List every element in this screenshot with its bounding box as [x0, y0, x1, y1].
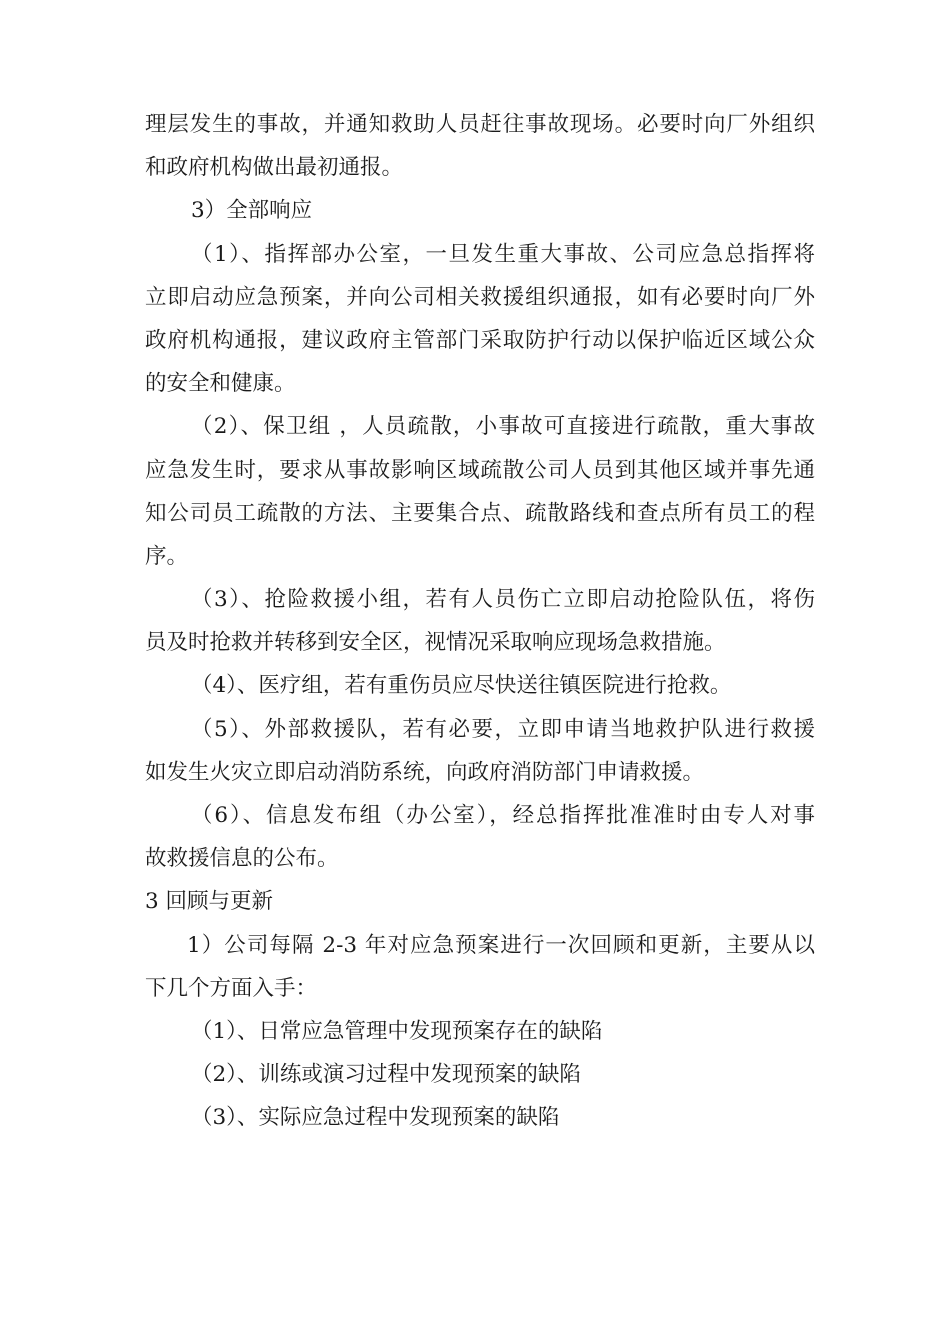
- paragraph-line: 政府机构通报，建议政府主管部门采取防护行动以保护临近区域公众: [145, 327, 815, 353]
- list-item-command-office: （1）、指挥部办公室，一旦发生重大事故、公司应急总指挥将: [191, 241, 815, 267]
- paragraph-line: 知公司员工疏散的方法、主要集合点、疏散路线和查点所有员工的程: [145, 500, 815, 526]
- list-item-external-rescue: （5）、外部救援队，若有必要，立即申请当地救护队进行救援: [191, 716, 815, 742]
- paragraph-line: 立即启动应急预案，并向公司相关救援组织通报，如有必要时向厂外: [145, 284, 815, 310]
- paragraph-line: 理层发生的事故，并通知救助人员赶往事故现场。必要时向厂外组织: [145, 112, 815, 137]
- section-heading: 3）全部响应: [191, 198, 313, 224]
- document-page: [145, 103, 815, 1140]
- list-item-defect-daily: （1）、日常应急管理中发现预案存在的缺陷: [191, 1018, 603, 1044]
- paragraph-line: 序。: [145, 543, 189, 569]
- list-item-security-team: （2）、保卫组 ，人员疏散，小事故可直接进行疏散，重大事故: [191, 414, 815, 440]
- paragraph-line: 故救援信息的公布。: [145, 846, 339, 872]
- paragraph-line: 和政府机构做出最初通报。: [145, 155, 404, 181]
- list-item-defect-actual: （3）、实际应急过程中发现预案的缺陷: [191, 1105, 560, 1131]
- list-item-defect-drill: （2）、训练或演习过程中发现预案的缺陷: [191, 1062, 581, 1088]
- paragraph-line: 1）公司每隔 2-3 年对应急预案进行一次回顾和更新，主要从以: [187, 932, 815, 958]
- paragraph-line: 员及时抢救并转移到安全区，视情况采取响应现场急救措施。: [145, 630, 726, 656]
- list-item-info-release: （6）、信息发布组（办公室），经总指挥批准准时由专人对事: [191, 803, 815, 828]
- list-item-medical-team: （4）、医疗组，若有重伤员应尽快送往镇医院进行抢救。: [191, 673, 732, 699]
- list-item-rescue-team: （3）、抢险救援小组，若有人员伤亡立即启动抢险队伍，将伤: [191, 587, 815, 613]
- paragraph-line: 下几个方面入手：: [145, 975, 318, 1001]
- paragraph-line: 应急发生时，要求从事故影响区域疏散公司人员到其他区域并事先通: [145, 457, 815, 483]
- paragraph-line: 如发生火灾立即启动消防系统，向政府消防部门申请救援。: [145, 759, 705, 785]
- paragraph-line: 的安全和健康。: [145, 371, 296, 397]
- section-heading-review: 3 回顾与更新: [145, 889, 274, 915]
